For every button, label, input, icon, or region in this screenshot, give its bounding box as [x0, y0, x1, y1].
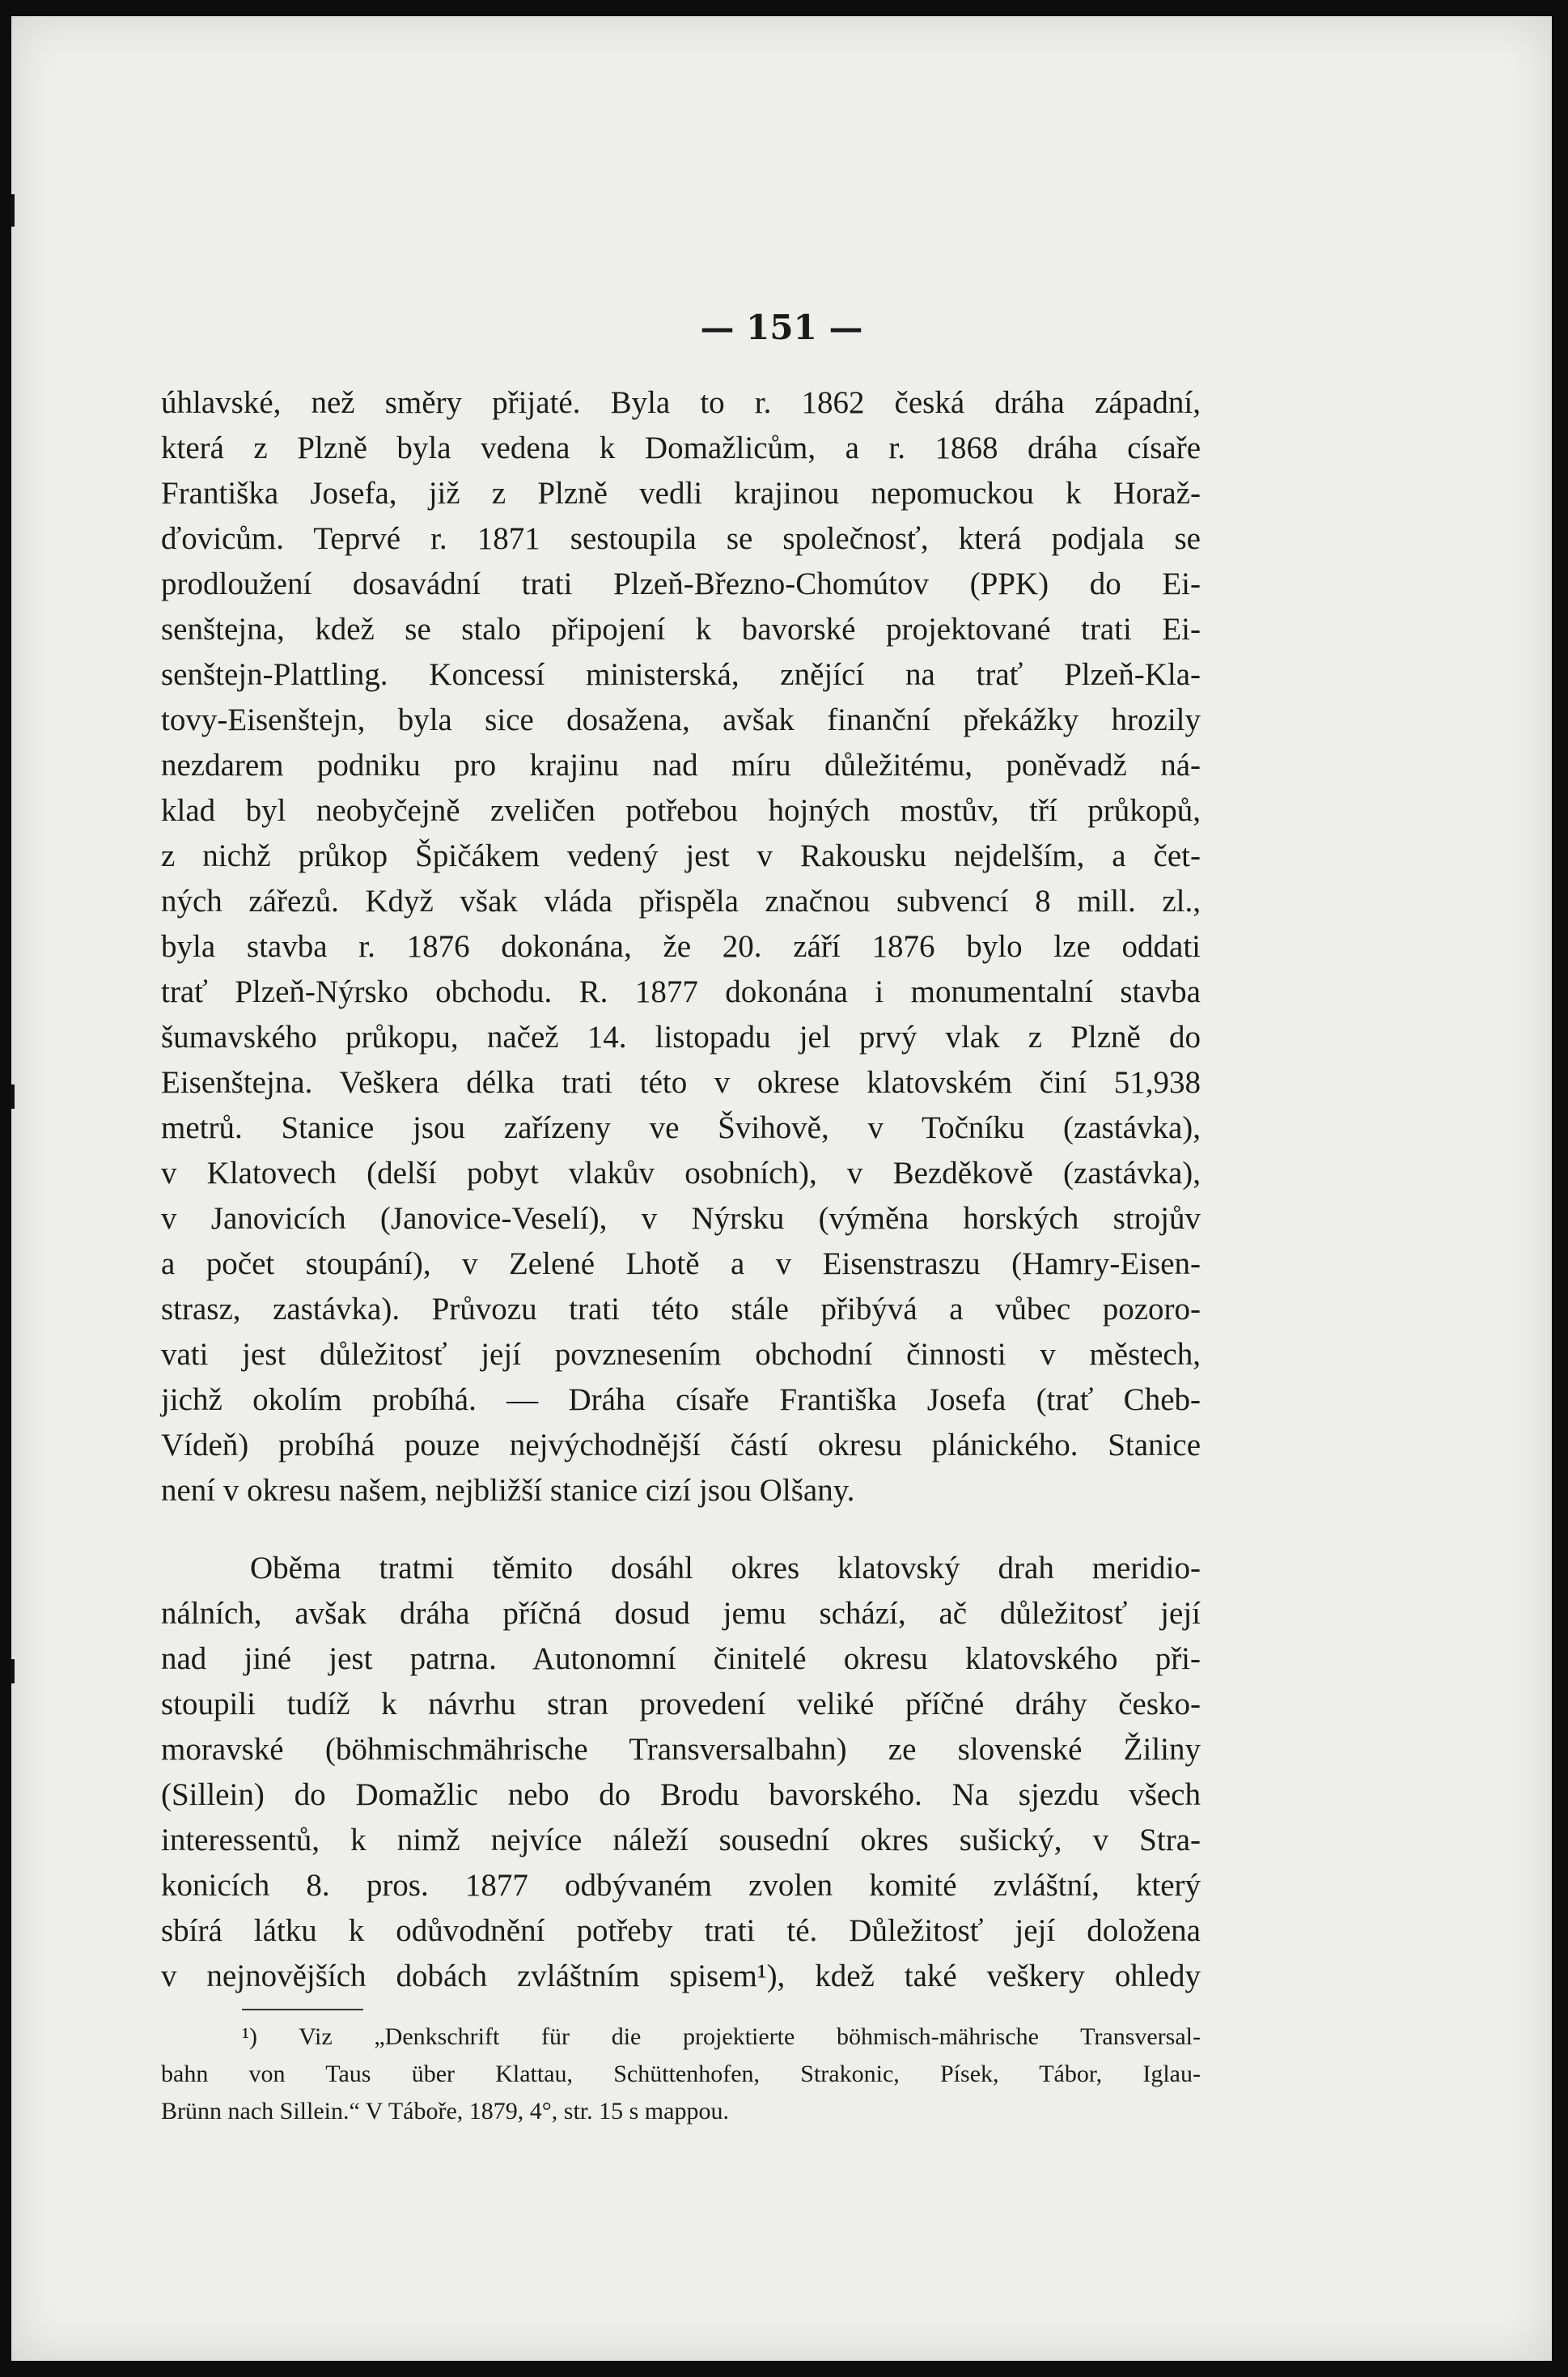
text-line: senštejn-Plattling. Koncessí ministerská, znějící na trať Plzeň-Kla-: [161, 657, 1201, 692]
text-line: Eisenštejna. Veškera délka trati této v okrese klatovském činí 51,938: [161, 1065, 1201, 1100]
text-line: konicích 8. pros. 1877 odbývaném zvolen komité zvláštní, který: [161, 1868, 1201, 1903]
text-line: metrů. Stanice jsou zařízeny ve Švihově, v Točníku (zastávka),: [161, 1110, 1201, 1145]
text-line: v Janovicích (Janovice-Veselí), v Nýrsku (výměna horských strojův: [161, 1201, 1201, 1236]
margin-mark: [11, 1085, 15, 1109]
text-line: vati jest důležitosť její povznesením obchodní činnosti v městech,: [161, 1337, 1201, 1372]
text-line: Vídeň) probíhá pouze nejvýchodnější částí okresu plánického. Stanice: [161, 1428, 1201, 1462]
text-line: ďovicům. Teprvé r. 1871 sestoupila se společnosť, která podjala se: [161, 521, 1201, 556]
text-line: senštejna, kdež se stalo připojení k bavorské projektované trati Ei-: [161, 612, 1201, 647]
text-line: byla stavba r. 1876 dokonána, že 20. září 1876 bylo lze oddati: [161, 929, 1201, 964]
text-line: bahn von Taus über Klattau, Schüttenhofen, Strakonic, Písek, Tábor, Iglau-: [161, 2061, 1201, 2087]
margin-mark: [11, 194, 15, 227]
text-line: (Sillein) do Domažlic nebo do Brodu bavorského. Na sjezdu všech: [161, 1777, 1201, 1812]
margin-mark: [11, 1659, 15, 1683]
text-line: trať Plzeň-Nýrsko obchodu. R. 1877 dokonána i monumentalní stavba: [161, 974, 1201, 1009]
text-line: Františka Josefa, již z Plzně vedli krajinou nepomuckou k Horaž-: [161, 476, 1201, 511]
text-line: moravské (böhmischmährische Transversalbahn) ze slovenské Žiliny: [161, 1732, 1201, 1767]
paragraph-2: [161, 1546, 1201, 1999]
text-line: sbírá látku k odůvodnění potřeby trati té. Důležitosť její doložena: [161, 1913, 1201, 1948]
text-line: ných zářezů. Když však vláda přispěla značnou subvencí 8 mill. zl.,: [161, 884, 1201, 919]
text-line: stoupili tudíž k návrhu stran provedení veliké příčné dráhy česko-: [161, 1687, 1201, 1721]
text-line: ¹) Viz „Denkschrift für die projektierte böhmisch-mährische Transversal-: [242, 2023, 1201, 2050]
footnote: [161, 2018, 1201, 2130]
body-text: [161, 380, 1201, 2130]
text-line: Oběma tratmi těmito dosáhl okres klatovský drah meridio-: [250, 1551, 1201, 1585]
paragraph-1: [161, 380, 1201, 1513]
text-line: strasz, zastávka). Průvozu trati této stále přibývá a vůbec pozoro-: [161, 1292, 1201, 1326]
text-line: jichž okolím probíhá. — Dráha císaře Františka Josefa (trať Cheb-: [161, 1382, 1201, 1417]
text-line: nezdarem podniku pro krajinu nad míru důležitému, poněvadž ná-: [161, 748, 1201, 783]
text-line: která z Plzně byla vedena k Domažlicům, a r. 1868 dráha císaře: [161, 431, 1201, 465]
text-line: v nejnovějších dobách zvláštním spisem¹), kdež také veškery ohledy: [161, 1959, 1201, 1993]
text-line: prodloužení dosavádní trati Plzeň-Březno-Chomútov (PPK) do Ei-: [161, 567, 1201, 601]
text-line: v Klatovech (delší pobyt vlakův osobních), v Bezděkově (zastávka),: [161, 1156, 1201, 1191]
page-number: — 151 —: [700, 308, 863, 347]
footnote-rule: [242, 2009, 363, 2010]
text-line: tovy-Eisenštejn, byla sice dosažena, avšak finanční překážky hrozily: [161, 702, 1201, 737]
text-line: klad byl neobyčejně zveličen potřebou hojných mostův, tří průkopů,: [161, 793, 1201, 828]
text-line: a počet stoupání), v Zelené Lhotě a v Eisenstraszu (Hamry-Eisen-: [161, 1246, 1201, 1281]
text-line: interessentů, k nimž nejvíce náleží sousední okres sušický, v Stra-: [161, 1823, 1201, 1857]
text-line: šumavského průkopu, načež 14. listopadu jel prvý vlak z Plzně do: [161, 1020, 1201, 1055]
text-line: nad jiné jest patrna. Autonomní činitelé okresu klatovského při-: [161, 1641, 1201, 1676]
text-line: nálních, avšak dráha příčná dosud jemu schází, ač důležitosť její: [161, 1596, 1201, 1631]
book-page: [11, 16, 1552, 2361]
text-line: z nichž průkop Špičákem vedený jest v Rakousku nejdelším, a čet-: [161, 838, 1201, 873]
text-line: Brünn nach Sillein.“ V Táboře, 1879, 4°, str. 15 s mappou.: [161, 2098, 729, 2124]
text-line: úhlavské, než směry přijaté. Byla to r. 1862 česká dráha západní,: [161, 385, 1201, 420]
text-line: není v okresu našem, nejbližší stanice cizí jsou Olšany.: [161, 1473, 855, 1508]
